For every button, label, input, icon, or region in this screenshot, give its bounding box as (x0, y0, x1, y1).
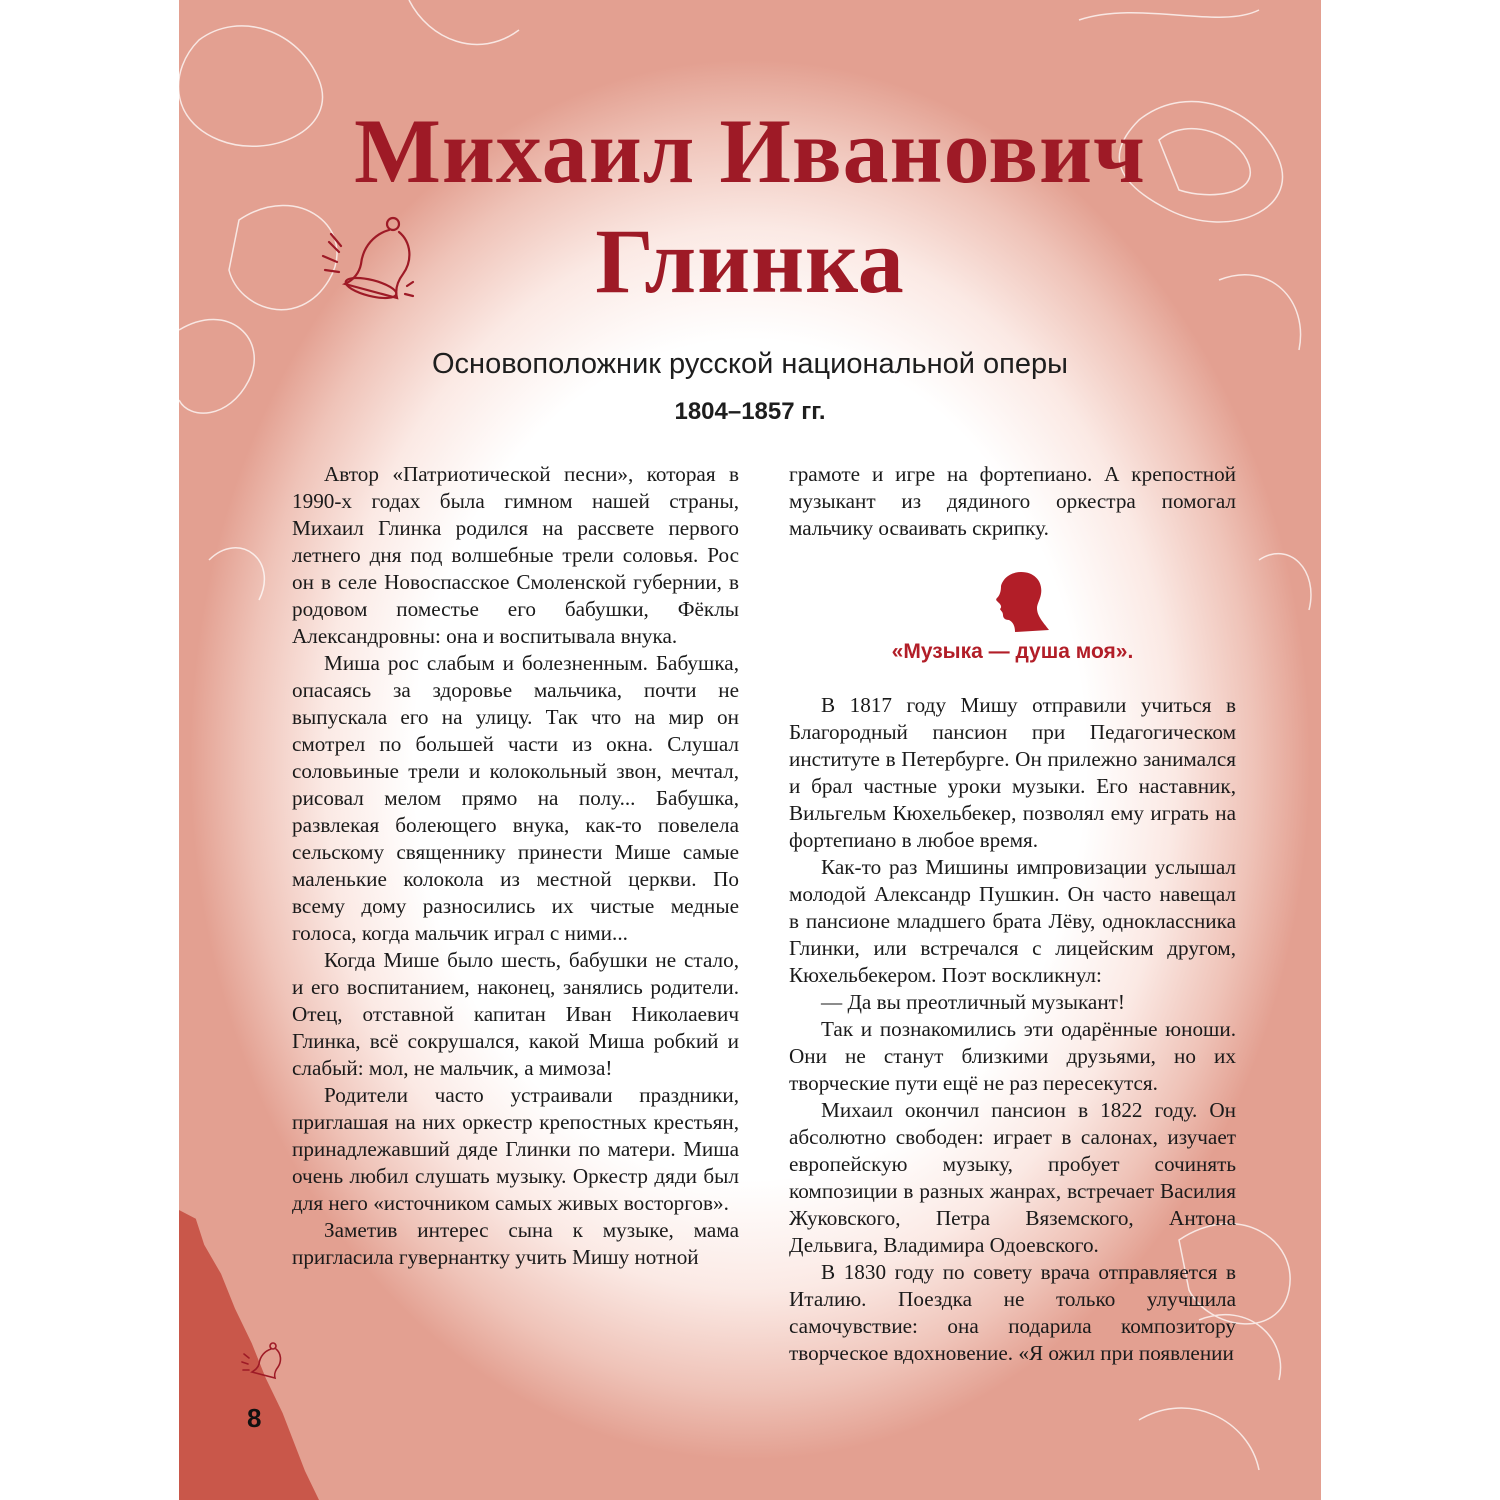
page-title-line-1: Михаил Иванович (354, 100, 1146, 202)
paragraph: Когда Мише было шесть, бабушки не стало, и его воспитанием, наконец, занялись родители. Отец, отставной капитан Иван Николаевич Глинка, всё сокрушался, какой Миша робкий и слабый: мол, не мальчик, а мимоза! (292, 948, 739, 1080)
paragraph: Миша рос слабым и болезненным. Бабушка, опасаясь за здоровье мальчика, почти не выпускала его на улицу. Так что на мир он смотрел по большей части из окна. Слушал соловьиные трели и колокольный звон, мечтал, рисовал мелом прямо на полу... Бабушка, развлекая болеющего внука, как-то повелела сельскому священнику принести Мише самые маленькие колокола из местной церкви. По всему дому разносились их чистые медные голоса, когда мальчик играл с ними... (292, 651, 739, 945)
book-page (179, 0, 1321, 1500)
portrait-silhouette-icon (991, 570, 1051, 632)
subtitle: Основоположник русской национальной оперы (432, 348, 1068, 380)
paragraph: Как-то раз Мишины импровизации услышал молодой Александр Пушкин. Он часто навещал в пансионе младшего брата Лёву, одноклассника Глинки, или встречался с лицейским другом, Кюхельбекером. Поэт воскликнул: (789, 855, 1236, 987)
life-years: 1804–1857 гг. (674, 398, 826, 425)
paragraph: Так и познакомились эти одарённые юноши. Они не станут близкими друзьями, но их творческие пути ещё не раз пересекутся. (789, 1017, 1236, 1095)
quote: «Музыка — душа моя». (891, 640, 1134, 663)
paragraph: В 1830 году по совету врача отправляется в Италию. Поездка не только улучшила самочувствие: она подарила композитору творческое вдохновение. «Я ожил при появлении (789, 1260, 1236, 1365)
left-text-column (292, 461, 739, 1271)
page-title-line-2: Глинка (595, 210, 905, 312)
paragraph: Михаил окончил пансион в 1822 году. Он абсолютно свободен: играет в салонах, изучает европейскую музыку, пробует сочинять композиции в разных жанрах, встречает Василия Жуковского, Петра Вяземского, Антона Дельвига, Владимира Одоевского. (789, 1098, 1236, 1257)
right-text-column (789, 692, 1236, 1367)
paragraph: — Да вы преотличный музыкант! (821, 990, 1125, 1014)
paragraph: Родители часто устраивали праздники, приглашая на них оркестр крепостных крестьян, принадлежавший дяде Глинки по матери. Миша очень любил слушать музыку. Оркестр дяди был для него «источником самых живых восторгов». (292, 1083, 739, 1215)
bell-icon (315, 212, 415, 304)
paragraph: Автор «Патриотической песни», которая в 1990-х годах была гимном нашей страны, Михаил Глинка родился на рассвете первого летнего дня под волшебные трели соловья. Рос он в селе Новоспасское Смоленской губернии, в родовом поместье его бабушки, Фёклы Александровны: она и воспитывала внука. (292, 462, 739, 648)
small-bell-icon (239, 1340, 283, 1380)
paragraph: В 1817 году Мишу отправили учиться в Благородный пансион при Педагогическом институте в Петербурге. Он прилежно занимался и брал частные уроки музыки. Его наставник, Вильгельм Кюхельбекер, позволял ему играть на фортепиано в любое время. (789, 693, 1236, 852)
right-text-column-top (789, 461, 1236, 542)
paragraph: грамоте и игре на фортепиано. А крепостной музыкант из дядиного оркестра помогал мальчику осваивать скрипку. (789, 462, 1236, 540)
paragraph: Заметив интерес сына к музыке, мама пригласила гувернантку учить Мишу нотной (292, 1218, 739, 1269)
page-number: 8 (247, 1403, 262, 1433)
